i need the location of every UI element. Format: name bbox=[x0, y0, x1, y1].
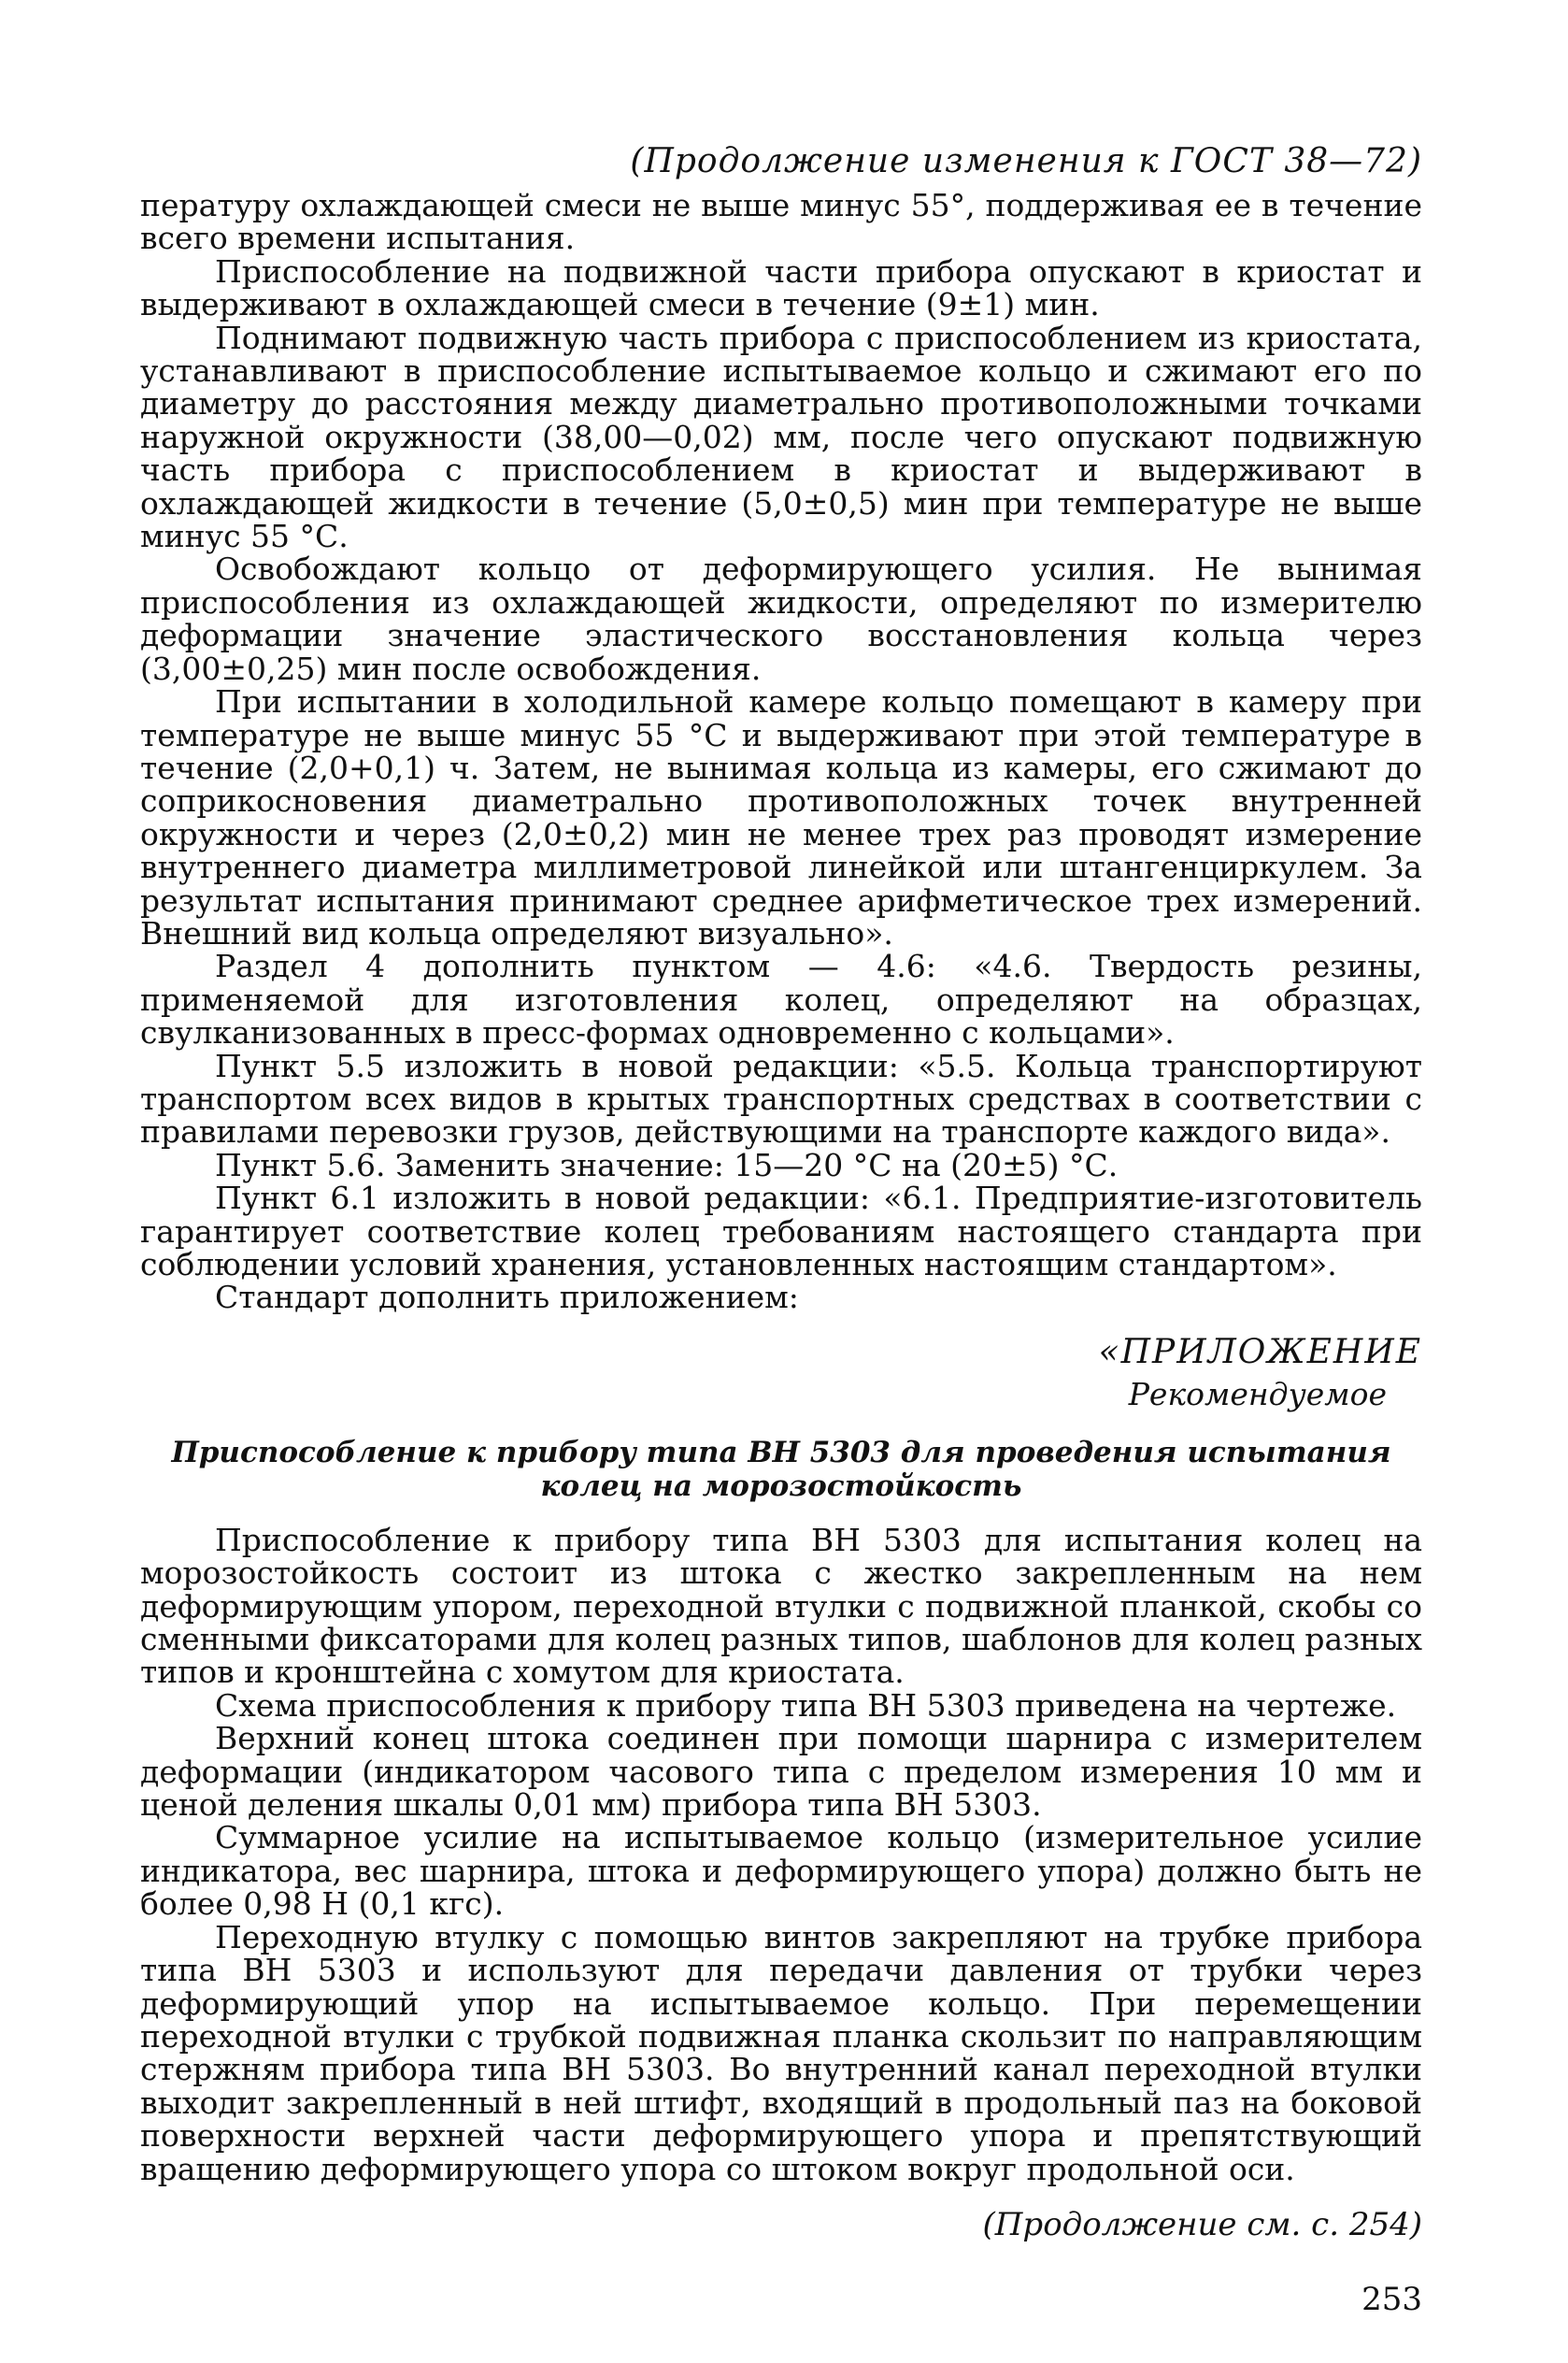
header-continuation-note: (Продолжение изменения к ГОСТ 38—72) bbox=[630, 142, 1422, 180]
paragraph: Раздел 4 дополнить пунктом — 4.6: «4.6. Твердость резины, применяемой для изготовления колец, определяют на образцах, свулканизованных в пресс-формах одновременно с кольцами». bbox=[140, 948, 1422, 1052]
paragraph: Пункт 5.6. Заменить значение: 15—20 °С на (20±5) °С. bbox=[215, 1146, 1119, 1183]
paragraph: При испытании в холодильной камере кольцо помещают в камеру при температуре не выше минус 55 °С и выдерживают при этой температуре в течение (2,0+0,1) ч. Затем, не вынимая кольца из камеры, его сжимают до соприкосновения диаметрально противоположных точек внутренней окружности и через (2,0±0,2) мин не менее трех раз проводят измерение внутреннего диаметра миллиметровой линейкой или штангенциркулем. За результат испытания принимают среднее арифметическое трех измерений. Внешний вид кольца определяют визуально». bbox=[140, 683, 1422, 952]
paragraph: Схема приспособления к прибору типа ВН 5303 приведена на чертеже. bbox=[215, 1686, 1397, 1724]
paragraph: пературу охлаждающей смеси не выше минус 55°, поддерживая ее в течение всего времени испытания. bbox=[140, 187, 1422, 257]
paragraph: Освобождают кольцо от деформирующего усилия. Не вынимая приспособления из охлаждающей жидкости, определяют по измерителю деформации значение эластического восстановления кольца через (3,00±0,25) мин после освобождения. bbox=[140, 551, 1422, 687]
paragraph: Суммарное усилие на испытываемое кольцо (измерительное усилие индикатора, вес шарнира, штока и деформирующего упора) должно быть не более 0,98 Н (0,1 кгс). bbox=[140, 1819, 1422, 1923]
paragraph: Поднимают подвижную часть прибора с приспособлением из криостата, устанавливают в приспособление испытываемое кольцо и сжимают его по диаметру до расстояния между диаметрально противоположными точками наружной окружности (38,00—0,02) мм, после чего опускают подвижную часть прибора с приспособлением в криостат и выдерживают в охлаждающей жидкости в течение (5,0±0,5) мин при температуре не выше минус 55 °С. bbox=[140, 319, 1422, 555]
paragraph: Верхний конец штока соединен при помощи шарнира с измерителем деформации (индикатором часового типа с пределом измерения 10 мм и ценой деления шкалы 0,01 мм) прибора типа ВН 5303. bbox=[140, 1720, 1422, 1824]
appendix-heading bbox=[140, 1436, 1422, 1503]
paragraph: Приспособление к прибору типа ВН 5303 для испытания колец на морозостойкость состоит из штока с жестко закрепленным на нем деформирующим упором, переходной втулки с подвижной планкой, скобы со сменными фиксаторами для колец разных типов, шаблонов для колец разных типов и кронштейна с хомутом для криостата. bbox=[140, 1521, 1422, 1691]
appendix-heading-line: Приспособление к прибору типа ВН 5303 для проведения испытания bbox=[171, 1435, 1391, 1469]
appendix-title: «ПРИЛОЖЕНИЕ bbox=[1098, 1332, 1422, 1371]
paragraph: Стандарт дополнить приложением: bbox=[215, 1279, 799, 1316]
appendix-subtitle: Рекомендуемое bbox=[1128, 1375, 1387, 1412]
paragraph: Приспособление на подвижной части прибора опускают в криостат и выдерживают в охлаждающей смеси в течение (9±1) мин. bbox=[140, 252, 1422, 323]
footer-continuation-note: (Продолжение см. с. 254) bbox=[982, 2205, 1422, 2243]
appendix-heading-line: колец на морозостойкость bbox=[540, 1468, 1022, 1503]
document-page bbox=[140, 140, 1422, 2320]
paragraph: Пункт 5.5 изложить в новой редакции: «5.5. Кольца транспортируют транспортом всех видов в крытых транспортных средствах в соответствии с правилами перевозки грузов, действующими на транспорте каждого вида». bbox=[140, 1047, 1422, 1151]
page-number: 253 bbox=[1361, 2280, 1422, 2318]
paragraph: Пункт 6.1 изложить в новой редакции: «6.1. Предприятие-изготовитель гарантирует соответствие колец требованиям настоящего стандарта при соблюдении условий хранения, установленных настоящим стандартом». bbox=[140, 1180, 1422, 1282]
paragraph: Переходную втулку с помощью винтов закрепляют на трубке прибора типа ВН 5303 и используют для передачи давления от трубки через деформирующий упор на испытываемое кольцо. При перемещении переходной втулки с трубкой подвижная планка скользит по направляющим стержням прибора типа ВН 5303. Во внутренний канал переходной втулки выходит закрепленный в ней штифт, входящий в продольный паз на боковой поверхности верхней части деформирующего упора и препятствующий вращению деформирующего упора со штоком вокруг продольной оси. bbox=[140, 1918, 1422, 2187]
